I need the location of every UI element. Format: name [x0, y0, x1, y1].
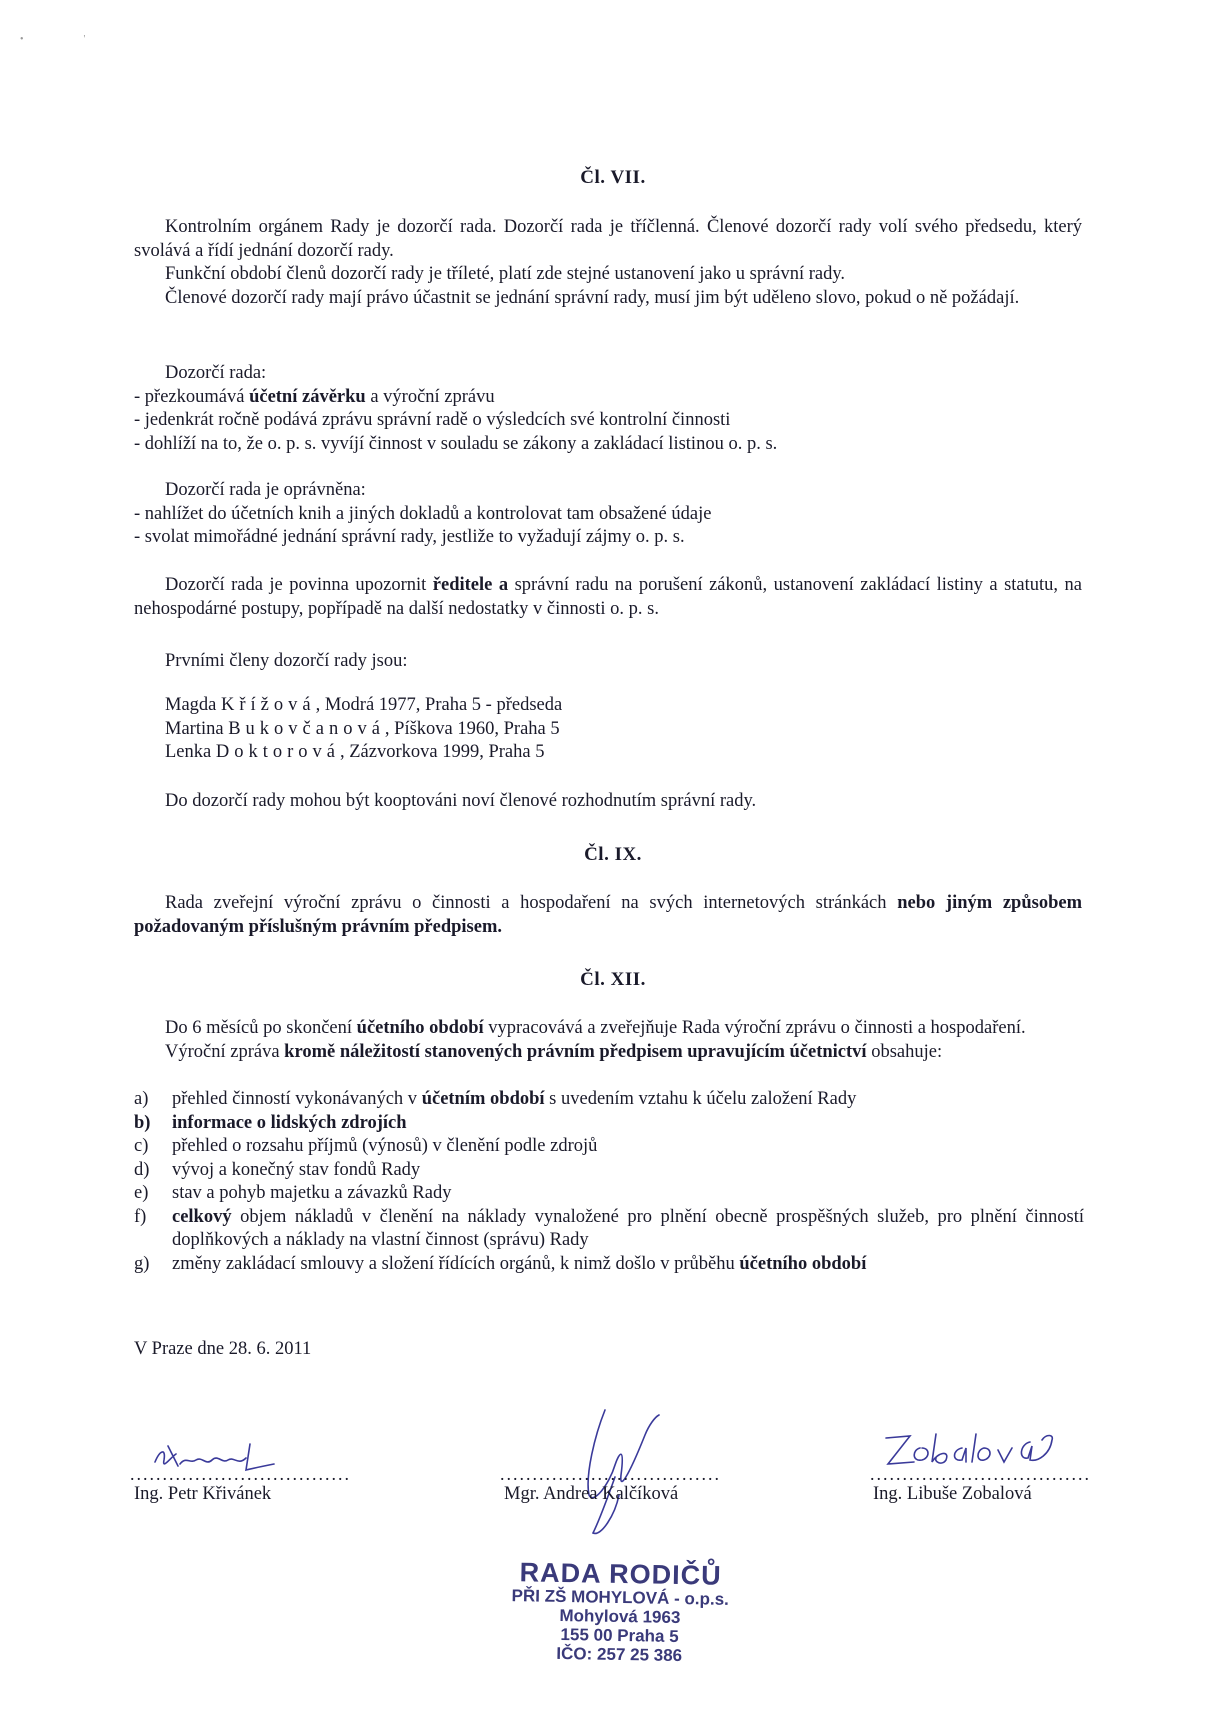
- scan-artifact: • ': [20, 34, 86, 45]
- list-item: b) informace o lidských zdrojích: [134, 1112, 407, 1133]
- list-item: d) vývoj a konečný stav fondů Rady: [134, 1159, 421, 1180]
- list-item: e) stav a pohyb majetku a závazků Rady: [134, 1183, 452, 1203]
- right-item: - svolat mimořádné jednání správní rady, jestliže to vyžadují zájmy o. p. s.: [134, 527, 685, 547]
- rights-list: [134, 479, 1094, 550]
- stamp-line: 155 00 Praha 5: [560, 1624, 679, 1647]
- signatory-name: Mgr. Andrea Kalčíková: [504, 1484, 679, 1504]
- signatory-name: Ing. Petr Křivánek: [134, 1484, 272, 1504]
- article-xii-intro: [134, 1017, 1082, 1064]
- stamp-line: RADA RODIČŮ: [519, 1557, 722, 1591]
- members-title: Prvními členy dozorčí rady jsou:: [165, 651, 408, 671]
- list-item: g) změny zakládací smlouvy a složení řídících orgánů, k nimž došlo v průběhu účetního období: [134, 1253, 867, 1274]
- list-item: c) přehled o rozsahu příjmů (výnosů) v členění podle zdrojů: [134, 1136, 598, 1156]
- intro-paragraph-1: Kontrolním orgánem Rady je dozorčí rada. Dozorčí rada je tříčlenná. Členové dozorčí rady volí svého předsedu, který svolává a řídí jednání dozorčí rady.: [134, 217, 1082, 261]
- annual-report-contents-list: [134, 1088, 1084, 1276]
- place-date: V Praze dne 28. 6. 2011: [134, 1339, 312, 1359]
- list-item: f) celkový objem nákladů v členění na náklady vynaložené pro plnění obecně prospěšných služeb, pro plnění činností doplňkových a náklady na vlastní činnost (správu) Rady: [134, 1206, 1084, 1250]
- article-ix-heading: Čl. IX.: [584, 844, 642, 865]
- signature-line: ..................................: [870, 1464, 1091, 1484]
- organization-stamp: [439, 1557, 801, 1667]
- obligation-paragraph: Dozorčí rada je povinna upozornit ředitele a správní radu na porušení zákonů, ustanovení zakládací listiny a statutu, na nehospodárné postupy, popřípadě na další nedostatky v činnosti o. p. s.: [134, 575, 1082, 619]
- stamp-line: IČO: 257 25 386: [556, 1643, 683, 1666]
- stamp-line: PŘI ZŠ MOHYLOVÁ - o.p.s.: [511, 1586, 730, 1609]
- cooptation-paragraph: Do dozorčí rady mohou být kooptováni noví členové rozhodnutím správní rady.: [165, 791, 757, 811]
- xii-paragraph-2: Výroční zpráva kromě náležitostí stanovených právním předpisem upravujícím účetnictví obsahuje:: [165, 1041, 943, 1062]
- article-xii-heading: Čl. XII.: [580, 969, 646, 990]
- duty-item: - dohlíží na to, že o. p. s. vyvíjí činnost v souladu se zákony a zakládací listinou o. p. s.: [134, 433, 778, 454]
- signature-line: ..................................: [500, 1464, 721, 1484]
- list-item: a) přehled činností vykonávaných v účetním období s uvedením vztahu k účelu založení Rady: [134, 1089, 857, 1109]
- stamp-line: Mohylová 1963: [559, 1605, 681, 1628]
- right-item: - nahlížet do účetních knih a jiných dokladů a kontrolovat tam obsažené údaje: [134, 503, 712, 524]
- intro-paragraph-3: Členové dozorčí rady mají právo účastnit se jednání správní rady, musí jim být uděleno slovo, pokud o ně požádají.: [165, 287, 1020, 308]
- member-row: Martina Bukovčanová, Píškova 1960, Praha 5: [165, 718, 560, 739]
- duties-title: Dozorčí rada:: [165, 363, 267, 383]
- signatory-name: Ing. Libuše Zobalová: [873, 1484, 1032, 1504]
- signature-line: ..................................: [130, 1464, 351, 1484]
- members-list: [134, 694, 1094, 765]
- xii-paragraph-1: Do 6 měsíců po skončení účetního období vypracovává a zveřejňuje Rada výroční zprávu o činnosti a hospodaření.: [165, 1018, 1026, 1038]
- intro-paragraph-2: Funkční období členů dozorčí rady je tříleté, platí zde stejné ustanovení jako u správní rady.: [165, 264, 846, 284]
- member-row: Magda Křížová, Modrá 1977, Praha 5 - předseda: [165, 695, 563, 715]
- article-vii-intro: [134, 216, 1082, 310]
- rights-title: Dozorčí rada je oprávněna:: [165, 480, 366, 500]
- article-ix-text: Rada zveřejní výroční zprávu o činnosti a hospodaření na svých internetových stránkách nebo jiným způsobem požadovaným příslušným právním předpisem.: [134, 893, 1082, 937]
- member-row: Lenka Doktorová, Zázvorkova 1999, Praha 5: [165, 742, 545, 762]
- duties-list: [134, 362, 1094, 456]
- article-vii-heading: Čl. VII.: [580, 167, 646, 188]
- duty-item: - přezkoumává účetní závěrku a výroční zprávu: [134, 386, 495, 407]
- duty-item: - jedenkrát ročně podává zprávu správní radě o výsledcích své kontrolní činnosti: [134, 410, 731, 430]
